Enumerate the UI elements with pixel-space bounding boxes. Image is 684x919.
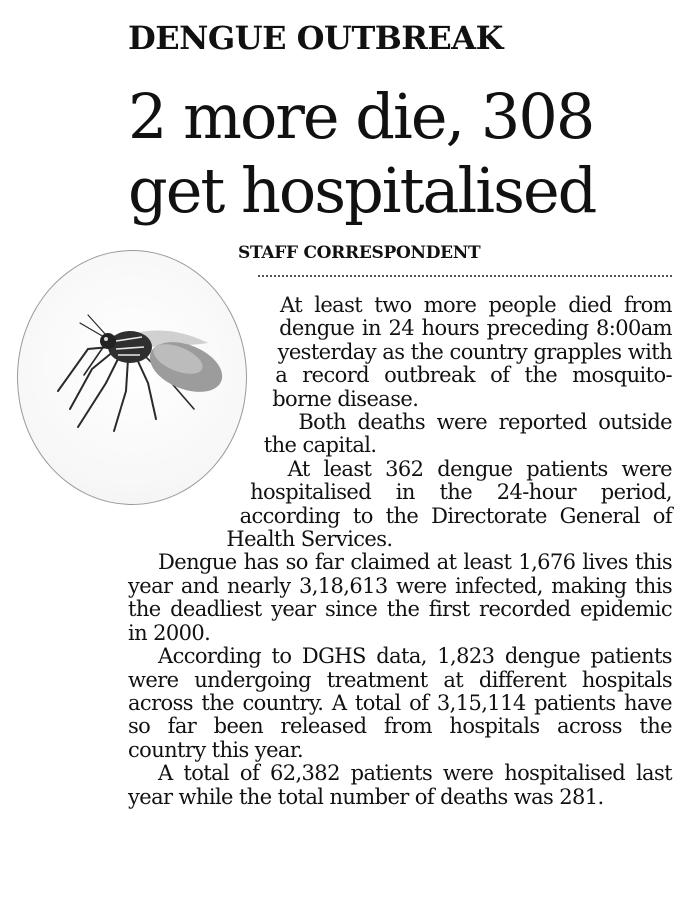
- article-paragraph: Dengue has so far claimed at least 1,676 lives this year and nearly 3,18,613 were infected, making this the deadliest year since the first recorded epidemic in 2000.: [128, 550, 672, 645]
- article-kicker: DENGUE OUTBREAK: [128, 19, 503, 57]
- article-paragraph: At least two more people died from dengue in 24 hours preceding 8:00am yesterday as the country grapples with a record outbreak of the mosquito-borne disease.: [272, 293, 672, 411]
- byline-divider: [258, 275, 672, 277]
- article-paragraph: According to DGHS data, 1,823 dengue patients were undergoing treatment at different hospitals across the country. A total of 3,15,114 patients have so far been released from hospitals across the country this year.: [128, 644, 672, 762]
- article-body: [128, 294, 672, 809]
- article-paragraph: A total of 62,382 patients were hospitalised last year while the total number of deaths was 281.: [128, 761, 672, 809]
- article-headline: 2 more die, 308 get hospitalised: [128, 80, 596, 227]
- article-paragraph: At least 362 dengue patients were hospitalised in the 24-hour period, according to the Directorate General of Health Services.: [226, 456, 672, 552]
- article-paragraph: Both deaths were reported outside the capital.: [263, 410, 672, 458]
- article-byline: STAFF CORRESPONDENT: [238, 243, 481, 263]
